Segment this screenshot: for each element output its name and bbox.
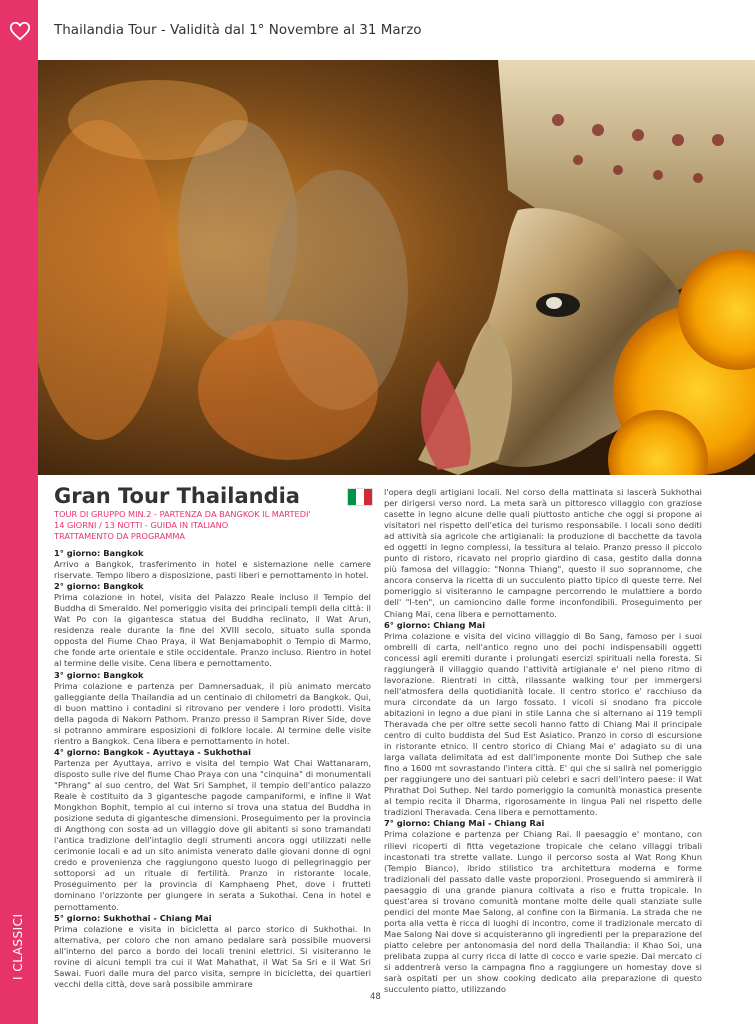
section-label: I CLASSICI — [11, 913, 25, 980]
day-text: Prima colazione e partenza per Damnersaduak, il più animato mercato galleggiante della Thailandia ad un centinaio di chilometri da Bangkok. Qui, di buon mattino i contadini si ritrovano per vendere i loro prodotti. Visita della pagoda di Nakorn Pathom. Pranzo presso il Sampran River Side, dove si potranno ammirare esposizioni di folklore locale. Al termine delle visite rientro a Bangkok. Cena libera e pernottamento in hotel. — [54, 680, 371, 746]
tour-info-line: TOUR DI GRUPPO MIN.2 - PARTENZA DA BANGKOK IL MARTEDI' — [54, 509, 311, 519]
day-text: Prima colazione e partenza per Chiang Rai. Il paesaggio e' montano, con rilievi ricoperti di fitta vegetazione tropicale che celano villaggi tribali incastonati tra strette vallate. Lungo il percorso sosta al Wat Rong Khun (Tempio Bianco), ibrido stilistico tra architettura moderna e forme tradizionali del passato dalle vaste proporzioni. Proseguendo si ammirerà il paesaggio di una grande pianura coltivata a riso e frutta tropicale. In quest'area si trovano comunità montane molte delle quali stanziate sulle pendici del monte Mae Salong, al confine con la Birmania. La strada che ne porta alla vetta è ricca di luoghi di incontro, come il tradizionale mercato di Mae Salong Nai dove si acquisteranno gli ingredienti per la preparazione del piatto celebre per antonomasia del nord della Thailandia: il Khao Soi, una prelibata zuppa al curry ricca di latte di cocco e varie spezie. Dal mercato ci si addentrerà verso la campagna fino a raggiungere un homestay dove si sarà ospitati per un show cooking dedicato alla preparazione di questo succulento piatto, utilizzando — [384, 829, 702, 995]
day-text: Prima colazione e visita in bicicletta al parco storico di Sukhothai. In alternativa, per coloro che non amano pedalare sarà possibile muoversi all'interno del parco a bordo dei locali trenini elettrici. Si visiteranno le rovine di alcuni templi tra cui il Wat Mahathat, il Wat Sa Sri e il Wat Sri Sawai. Fuori dalle mura del parco visita, sempre in bicicletta, dei quartieri vecchi della città, dove sarà possibile ammirare — [54, 923, 371, 989]
page-number: 48 — [370, 992, 381, 1002]
day-text: l'opera degli artigiani locali. Nel corso della mattinata si lascerà Sukhothai per dirigersi verso nord. La meta sarà un pittoresco villaggio con graziose casette in legno alcune delle quali piuttosto antiche che oggi si propone ai visitatori nel rispetto dell'etica del turismo responsabile. I locali sono dediti ad attività sia agricole che artigianali: la produzione di bacchette da tavola ed oggetti in legno complessi, la tessitura al telaio. Pranzo presso il piccolo punto di ristoro, ricavato nel proprio giardino di casa, gestito dalla donna più famosa del villaggio: "Nonna Thiang", questo il suo soprannome, che ancora conserva la ricetta di un succulento piatto tipico di queste terre. Nel pomeriggio si visiteranno le campagne percorrendo le mulattiere a bordo dell' "I-ten", un camioncino dalle forme inconfondibili. Proseguimento per Chiang Mai, cena libera e pernottamento. — [384, 487, 702, 619]
day-title: 5° giorno: Sukhothai - Chiang Mai — [54, 912, 212, 923]
day-text: Arrivo a Bangkok, trasferimento in hotel e sistemazione nelle camere riservate. Tempo libero a disposizione, pasti liberi e pernottamento in hotel. — [54, 559, 371, 581]
day-text: Prima colazione in hotel, visita del Palazzo Reale incluso il Tempio del Buddha di Smeraldo. Nel pomeriggio visita dei principali templi della città: il Wat Po con la gigantesca statua del Buddha reclinato, il Wat Arun, residenza reale durante la fine del XVIII secolo, situato sulla sponda opposta del Fiume Chao Praya, il Wat Benjamabophit o Tempio di Marmo, che fonde arte orientale e stile occidentale. Pranzo incluso. Rientro in hotel al termine delle visite. Cena libera e pernottamento. — [54, 592, 371, 669]
day-text: Prima colazione e visita del vicino villaggio di Bo Sang, famoso per i suoi ombrelli di carta, nell'antico regno uno dei pochi indispensabili oggetti concessi agli eremiti durante i prolungati esercizi spirituali nella foresta. Si raggiungerà il villaggio quando l'attività artigianale e' nel pieno ritmo di lavorazione. Rientrati in città, rilassante walking tour per immergersi nell'atmosfera della quotidianità locale. Il centro storico e' racchiuso da mura circondate da un largo fossato. I vicoli si snodano fra piccole abitazioni in legno a due piani in stile Lanna che si alternano ai 119 templi Theravada che per oltre sette secoli hanno fatto di Chiang Mai il principale centro di culto buddista del Sud Est Asiatico. Pranzo in corso di escursione in ristorante etnico. Il centro storico di Chiang Mai e' adagiato su di una larga vallata delimitata ad est dall'imponente monte Doi Suthep che sale fino a 1600 mt sovrastando l'intera città. E' qui che si salirà nel pomeriggio per raggiungere uno dei santuari più celebri e sacri dell'intero paese: il Wat Phrathat Doi Suthep. Nel tardo pomeriggio la comunità monastica presente al tempio recita il Dharma, rigorosamente in lingua Pali nel rispetto delle tradizioni Theravada. Cena libera e pernottamento. — [384, 630, 702, 818]
italian-flag-icon — [347, 488, 373, 506]
tour-title: Gran Tour Thailandia — [54, 484, 300, 508]
heart-icon — [9, 20, 31, 42]
ganesha-photo — [38, 60, 755, 475]
sidebar — [0, 0, 38, 1024]
tour-info-line: TRATTAMENTO DA PROGRAMMA — [54, 531, 186, 541]
day-title: 4° giorno: Bangkok - Ayuttaya - Sukhothai — [54, 746, 251, 757]
day-title: 3° giorno: Bangkok — [54, 669, 144, 680]
day-title: 2° giorno: Bangkok — [54, 581, 144, 592]
day-text: Partenza per Ayuttaya, arrivo e visita del tempio Wat Chai Wattanaram, disposto sulle rive del fiume Chao Praya con una "cinquina" di monumentali "Phrang" al suo centro, del Wat Sri Samphet, il tempio dell'antico palazzo Reale è costituito da 3 gigantesche pagode campaniformi, e infine il Wat Mongkhon Bophit, tempio al cui interno si trova una statua del Buddha in posizione seduta di gigantesche dimensioni. Proseguimento per la provincia di Angthong con sosta ad un villaggio dove gli abitanti si sono tramandati l'antica tradizione dell'intaglio degli strumenti ancora oggi utilizzati nelle cerimonie locali e ad un sito animista venerato dalle giovani donne di ogni credo e provenienza che raggiungono questo luogo di pellegrinaggio per sottoporsi ad un rituale di fertilità. Pranzo in ristorante locale. Proseguimento per la provincia di Kamphaeng Phet, dove i frutteti dominano l'orizzonte per giungere in serata a Sukothai. Cena in hotel e pernottamento. — [54, 757, 371, 912]
itinerary-right-column — [384, 487, 702, 995]
day-title: 7° giorno: Chiang Mai - Chiang Rai — [384, 818, 545, 829]
day-title: 1° giorno: Bangkok — [54, 548, 144, 558]
running-head: Thailandia Tour - Validità dal 1° Novembre al 31 Marzo — [54, 22, 422, 38]
itinerary-left-column — [54, 548, 371, 990]
day-title: 6° giorno: Chiang Mai — [384, 619, 486, 630]
tour-info — [54, 509, 369, 542]
tour-info-line: 14 GIORNI / 13 NOTTI - GUIDA IN ITALIANO — [54, 520, 229, 530]
